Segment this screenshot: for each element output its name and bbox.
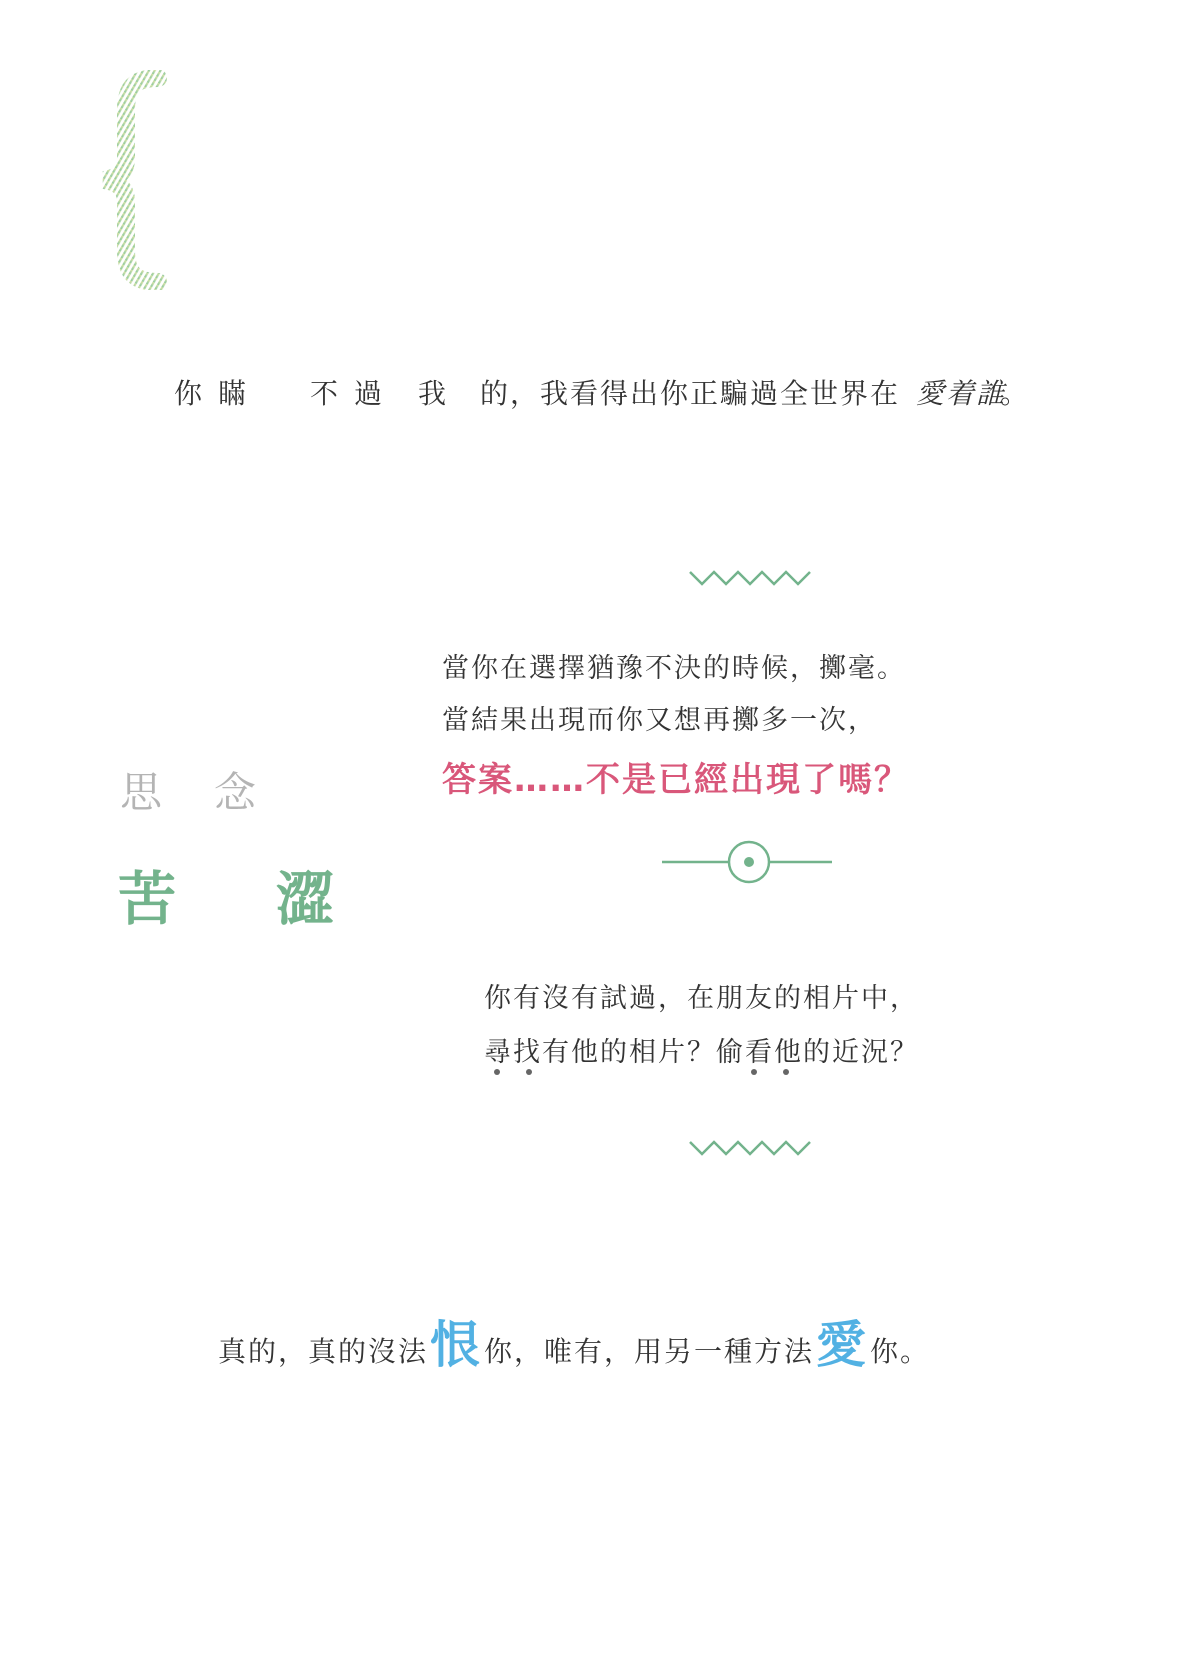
quote-word: 你 [174, 377, 205, 410]
highlight-question: 答案……不是已經出現了嗎？ [442, 760, 910, 800]
quote-word: 我 [418, 377, 449, 410]
emphasis-character-love: 愛 [816, 1316, 869, 1374]
side-character-gray: 念 [214, 768, 257, 817]
quote-word: 不 [310, 377, 341, 410]
quote-word: 的，我看得出你正騙過全世界在 [480, 377, 901, 410]
curly-brace-icon [96, 70, 168, 290]
zigzag-divider-icon [688, 1136, 812, 1158]
paragraph-line: 尋找有他的相片？偷看他的近況？ [484, 1037, 919, 1068]
closing-text: 你，唯有，用另一種方法 [484, 1335, 815, 1368]
emphasis-character-hate: 恨 [430, 1316, 483, 1374]
emphasis-dot [783, 1069, 789, 1075]
paragraph-line: 當結果出現而你又想再擲多一次， [442, 705, 877, 736]
closing-line [218, 1316, 931, 1374]
quote-word: 瞞 [218, 377, 249, 410]
quote-word: 。 [1000, 377, 1031, 410]
side-character-green: 苦 [118, 865, 177, 933]
quote-word-italic: 愛着誰 [916, 377, 1007, 410]
quote-word: 過 [354, 377, 385, 410]
circle-divider-icon [662, 838, 832, 886]
emphasis-dot [494, 1069, 500, 1075]
paragraph-line: 你有沒有試過，在朋友的相片中， [484, 983, 919, 1014]
emphasis-dot [751, 1069, 757, 1075]
closing-text: 真的，真的沒法 [218, 1335, 429, 1368]
side-character-gray: 思 [120, 768, 163, 817]
zigzag-divider-icon [688, 566, 812, 588]
closing-text: 你。 [870, 1335, 931, 1368]
side-character-green: 澀 [276, 865, 335, 933]
paragraph-line: 當你在選擇猶豫不決的時候，擲毫。 [442, 653, 906, 684]
emphasis-dot [526, 1069, 532, 1075]
